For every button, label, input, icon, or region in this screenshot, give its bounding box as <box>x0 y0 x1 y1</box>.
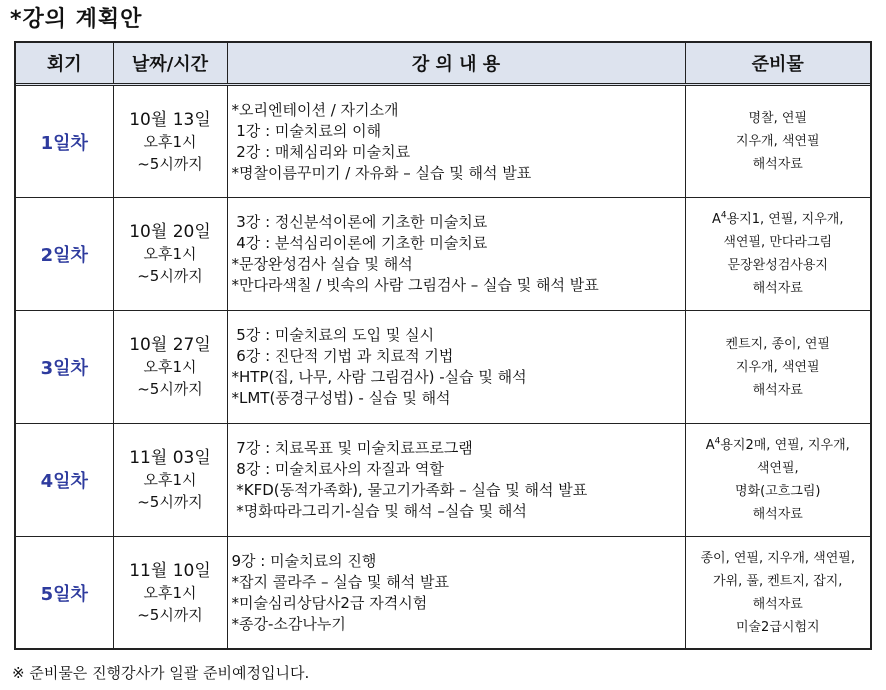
prep-cell <box>685 198 870 311</box>
header-content: 강 의 내 용 <box>227 43 685 85</box>
content-line: 7강 : 치료목표 및 미술치료프로그램 <box>231 439 473 457</box>
datetime-cell <box>113 537 227 650</box>
content-line: 4강 : 분석심리이론에 기초한 미술치료 <box>231 234 488 252</box>
time-text: ~5시까지 <box>137 267 203 285</box>
content-line: *오리엔테이션 / 자기소개 <box>231 100 399 119</box>
datetime-cell <box>113 311 227 424</box>
prep-line <box>686 434 871 457</box>
table-row <box>16 424 870 537</box>
content-line: 9강 : 미술치료의 진행 <box>231 552 377 571</box>
prep-line: 문장완성검사용지 <box>727 258 828 273</box>
table-row <box>16 198 870 311</box>
content-cell <box>227 424 685 537</box>
paper-size-exponent: 4 <box>714 436 721 447</box>
paper-size-label: A <box>712 212 721 227</box>
date-text: 10월 27일 <box>129 335 211 355</box>
time-text: 오후1시 <box>143 584 197 603</box>
table-row <box>16 85 870 198</box>
content-line: *명찰이름꾸미기 / 자유화 – 실습 및 해석 발표 <box>231 163 532 182</box>
prep-cell <box>685 85 870 198</box>
content-cell <box>227 537 685 650</box>
content-line: *명화따라그리기-실습 및 해석 –실습 및 해석 <box>231 502 527 520</box>
header-prep: 준비물 <box>685 43 870 85</box>
prep-line: 지우개, 색연필 <box>735 359 820 375</box>
content-line: 8강 : 미술치료사의 자질과 역할 <box>231 460 444 478</box>
prep-text: 용지1, 연필, 지우개, <box>726 212 844 227</box>
header-round: 회기 <box>16 43 113 85</box>
time-text: 오후1시 <box>143 132 197 151</box>
date-text: 10월 13일 <box>129 109 211 130</box>
time-text: 오후1시 <box>143 245 197 263</box>
content-line: *종강-소감나누기 <box>231 615 346 634</box>
paper-size-exponent: 4 <box>720 210 727 221</box>
date-text: 10월 20일 <box>129 222 211 242</box>
content-line: 1강 : 미술치료의 이해 <box>231 121 382 140</box>
content-line: 5강 : 미술치료의 도입 및 실시 <box>231 326 435 344</box>
round-cell: 3일차 <box>16 311 113 424</box>
prep-line <box>686 208 871 231</box>
prep-line: 명화(고흐그림) <box>735 484 821 499</box>
round-cell: 2일차 <box>16 198 113 311</box>
prep-cell <box>685 311 870 424</box>
content-line: *미술심리상담사2급 자격시험 <box>231 594 428 613</box>
content-line: *문장완성검사 실습 및 해석 <box>231 255 413 273</box>
prep-line: 종이, 연필, 지우개, 색연필, <box>700 551 855 567</box>
paper-size-label: A <box>705 438 715 453</box>
prep-line: 지우개, 색연필 <box>735 134 820 149</box>
time-text: 오후1시 <box>143 358 197 376</box>
content-line: 3강 : 정신분석이론에 기초한 미술치료 <box>231 213 488 231</box>
content-cell <box>227 198 685 311</box>
prep-line: 가위, 풀, 켄트지, 잡지, <box>713 574 843 590</box>
content-line: *KFD(동적가족화), 물고기가족화 – 실습 및 해석 발표 <box>231 481 588 499</box>
table-row <box>16 537 870 650</box>
table-row <box>16 311 870 424</box>
time-text: ~5시까지 <box>137 380 203 398</box>
time-text: ~5시까지 <box>137 606 203 625</box>
round-cell: 5일차 <box>16 537 113 650</box>
content-line: *LMT(풍경구성법) - 실습 및 해석 <box>231 389 451 407</box>
prep-line: 명찰, 연필 <box>748 111 807 126</box>
footnote: ※ 준비물은 진행강사가 일괄 준비예정입니다. <box>12 664 310 682</box>
prep-line: 켄트지, 종이, 연필 <box>725 336 830 352</box>
content-line: 6강 : 진단적 기법 과 치료적 기법 <box>231 347 454 365</box>
prep-line: 해석자료 <box>752 281 803 296</box>
time-text: 오후1시 <box>143 471 197 489</box>
content-cell <box>227 311 685 424</box>
prep-line: 해석자료 <box>752 597 803 613</box>
content-cell <box>227 85 685 198</box>
prep-text: 용지2매, 연필, 지우개, <box>720 438 850 453</box>
datetime-cell <box>113 85 227 198</box>
prep-line: 미술2급시험지 <box>735 620 820 636</box>
content-line: 2강 : 매체심리와 미술치료 <box>231 142 411 161</box>
round-cell: 4일차 <box>16 424 113 537</box>
date-text: 11월 03일 <box>129 448 211 468</box>
content-line: *만다라색칠 / 빗속의 사람 그림검사 – 실습 및 해석 발표 <box>231 276 599 294</box>
page-title: *강의 계획안 <box>10 7 143 32</box>
lecture-plan-table <box>14 41 872 650</box>
datetime-cell <box>113 424 227 537</box>
header-datetime: 날짜/시간 <box>113 43 227 85</box>
prep-line: 해석자료 <box>752 382 803 398</box>
content-line: *HTP(집, 나무, 사람 그림검사) -실습 및 해석 <box>231 368 527 386</box>
table-header-row <box>16 43 870 85</box>
content-line: *잡지 콜라주 – 실습 및 해석 발표 <box>231 573 449 592</box>
prep-cell <box>685 424 870 537</box>
prep-line: 색연필, 만다라그림 <box>723 235 833 250</box>
prep-line: 해석자료 <box>752 507 803 522</box>
round-cell: 1일차 <box>16 85 113 198</box>
prep-line: 해석자료 <box>752 157 803 172</box>
time-text: ~5시까지 <box>137 493 203 511</box>
time-text: ~5시까지 <box>137 154 203 173</box>
datetime-cell <box>113 198 227 311</box>
date-text: 11월 10일 <box>129 561 211 582</box>
prep-cell <box>685 537 870 650</box>
prep-line: 색연필, <box>756 461 799 476</box>
